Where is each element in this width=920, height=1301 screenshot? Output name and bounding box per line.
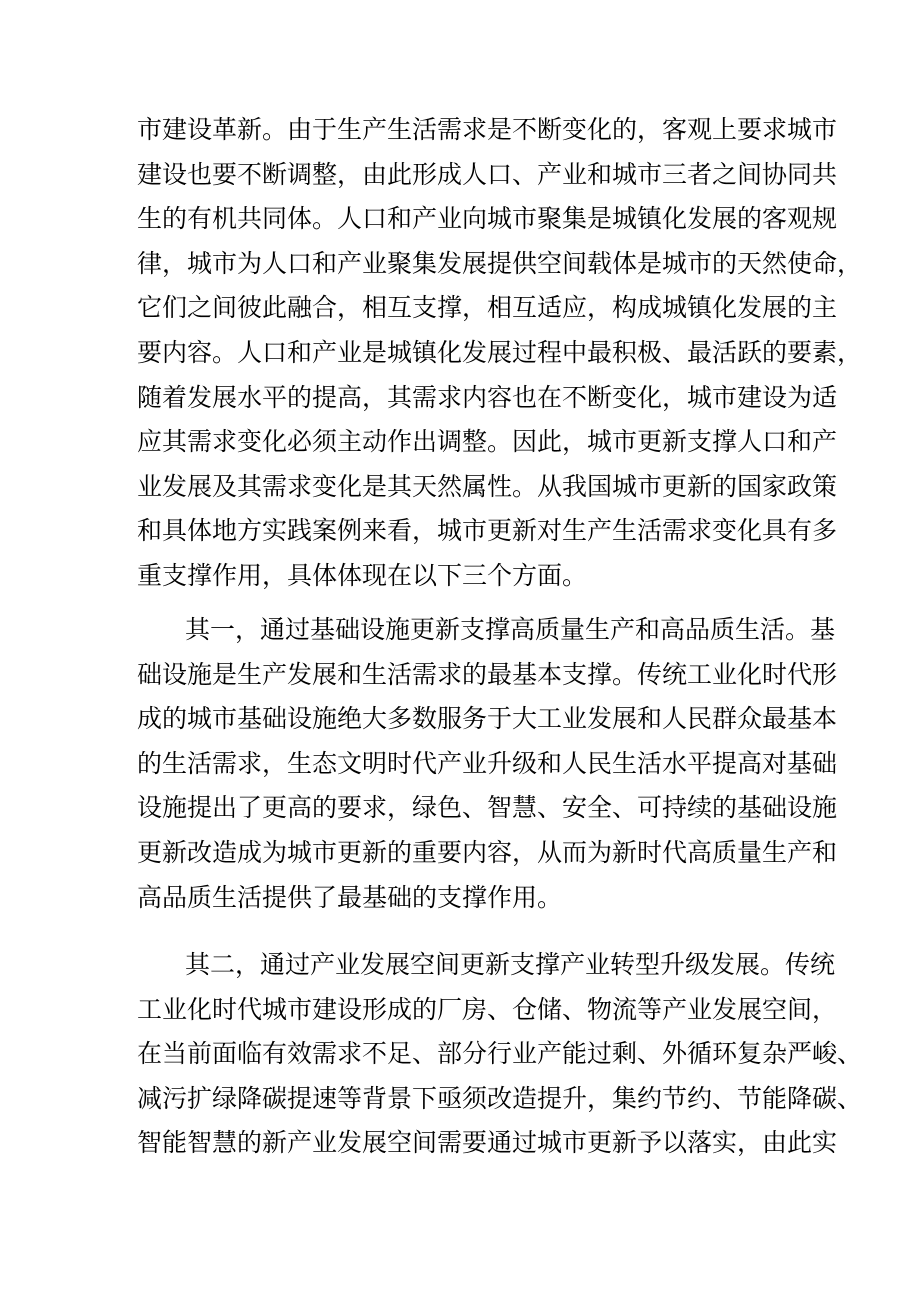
text-line: 高品质生活提供了最基础的支撑作用。 — [137, 882, 563, 912]
text-line: 应其需求变化必须主动作出调整。因此，城市更新支撑人口和产 — [137, 427, 838, 457]
text-line: 随着发展水平的提高，其需求内容也在不断变化，城市建设为适 — [137, 382, 838, 412]
text-line: 智能智慧的新产业发展空间需要通过城市更新予以落实，由此实 — [137, 1128, 838, 1158]
paragraph-point-two — [137, 943, 863, 1166]
text-line: 重支撑作用，具体体现在以下三个方面。 — [137, 560, 588, 590]
text-line: 律，城市为人口和产业聚集发展提供空间载体是城市的天然使命， — [137, 248, 863, 278]
paragraph-intro — [137, 108, 863, 599]
text-line: 设施提出了更高的要求，绿色、智慧、安全、可持续的基础设施 — [137, 793, 838, 823]
text-line: 要内容。人口和产业是城镇化发展过程中最积极、最活跃的要素， — [137, 337, 863, 367]
text-line: 在当前面临有效需求不足、部分行业产能过剩、外循环复杂严峻、 — [137, 1039, 863, 1069]
text-line: 工业化时代城市建设形成的厂房、仓储、物流等产业发展空间， — [137, 994, 838, 1024]
text-line-first: 其一，通过基础设施更新支撑高质量生产和高品质生活。基 — [185, 615, 836, 644]
text-line: 和具体地方实践案例来看，城市更新对生产生活需求变化具有多 — [137, 516, 838, 546]
text-line: 业发展及其需求变化是其天然属性。从我国城市更新的国家政策 — [137, 471, 838, 501]
text-line: 础设施是生产发展和生活需求的最基本支撑。传统工业化时代形 — [137, 659, 838, 689]
paragraph-point-one — [137, 608, 838, 920]
text-line: 减污扩绿降碳提速等背景下亟须改造提升，集约节约、节能降碳、 — [137, 1083, 863, 1113]
text-line: 它们之间彼此融合，相互支撑，相互适应，构成城镇化发展的主 — [137, 293, 838, 323]
text-line: 的生活需求，生态文明时代产业升级和人民生活水平提高对基础 — [137, 748, 838, 778]
text-line: 更新改造成为城市更新的重要内容，从而为新时代高质量生产和 — [137, 837, 838, 867]
text-line: 生的有机共同体。人口和产业向城市聚集是城镇化发展的客观规 — [137, 204, 838, 234]
text-line: 建设也要不断调整，由此形成人口、产业和城市三者之间协同共 — [137, 159, 838, 189]
text-line-first: 其二，通过产业发展空间更新支撑产业转型升级发展。传统 — [185, 950, 836, 979]
text-line: 成的城市基础设施绝大多数服务于大工业发展和人民群众最基本 — [137, 704, 838, 734]
text-line: 市建设革新。由于生产生活需求是不断变化的，客观上要求城市 — [137, 115, 838, 144]
